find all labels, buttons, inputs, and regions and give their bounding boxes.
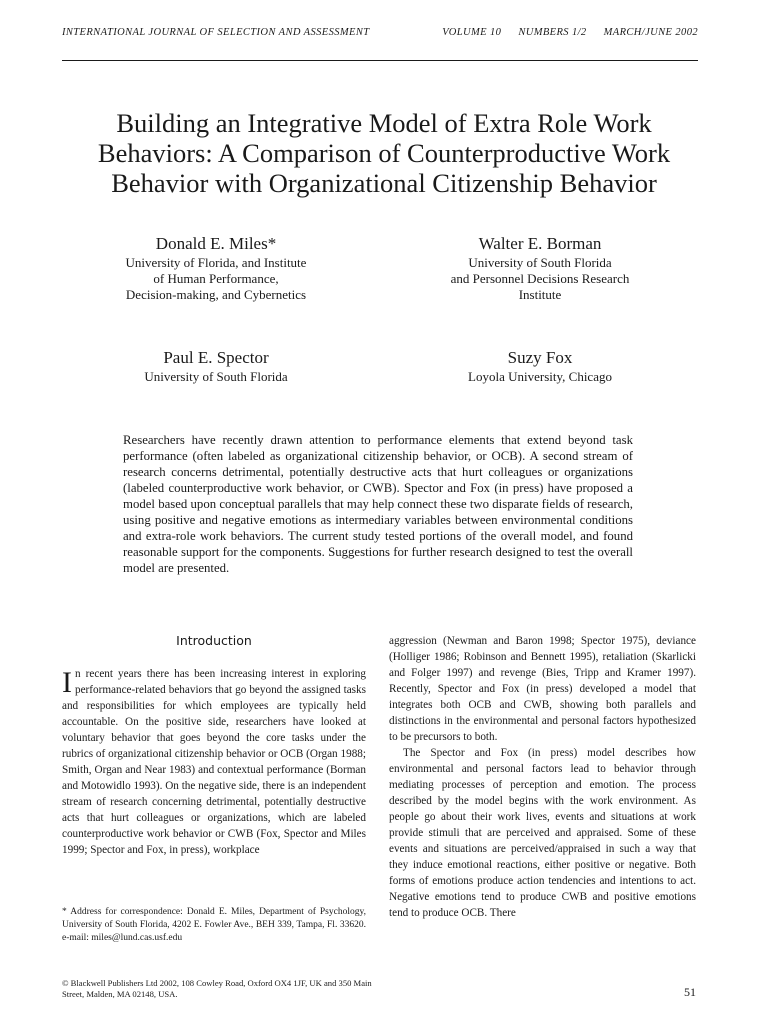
running-header bbox=[62, 27, 698, 38]
author-affiliation: University of South Florida bbox=[144, 369, 288, 384]
left-column bbox=[62, 633, 366, 858]
author-name: Walter E. Borman bbox=[478, 234, 602, 253]
author-affiliation: Institute bbox=[518, 287, 562, 302]
abstract: Researchers have recently drawn attention to performance elements that extend beyond task performance (often labeled as organizational citizenship behavior, or OCB). A second stream of research concerns detrimental, potentially destructive acts that hurt colleagues or organizations (labeled counterproductive work behavior, or CWB). Spector and Fox (in press) have proposed a model based upon conceptual parallels that may help connect these two disparate fields of research, using positive and negative emotions as intermediary variables between environmental conditions and extra-role work behaviors. The current study tested portions of the overall model, and found reasonable support for the components. Suggestions for further research designed to test the overall model are presented. bbox=[123, 433, 633, 575]
issue-info bbox=[428, 27, 698, 38]
author-block-fox bbox=[400, 347, 680, 385]
drop-cap: I bbox=[62, 666, 72, 699]
volume: VOLUME 10 bbox=[442, 27, 502, 38]
author-block-borman bbox=[400, 233, 680, 303]
issue-date: MARCH/JUNE 2002 bbox=[603, 27, 698, 38]
intro-paragraph-1 bbox=[62, 666, 366, 858]
page-number: 51 bbox=[684, 985, 696, 999]
correspondence-footnote: * Address for correspondence: Donald E. Miles, Department of Psychology, University of South Florida, 4202 E. Fowler Ave., BEH 339, Tampa, Fl. 33620. e-mail: miles@lund.cas.usf.edu bbox=[62, 907, 366, 943]
author-affiliation: University of South Florida bbox=[468, 255, 612, 270]
author-affiliation: of Human Performance, bbox=[153, 271, 279, 286]
author-name: Suzy Fox bbox=[507, 348, 573, 367]
journal-name: INTERNATIONAL JOURNAL OF SELECTION AND ASSESSMENT bbox=[62, 27, 370, 38]
intro-paragraph-2: The Spector and Fox (in press) model describes how environmental and personal factors lead to behavior through mediating processes of perception and emotion. The process described by the model begins with the work environment. As people go about their work lives, events and situations at work provide stimuli that are perceived and appraised. Some of these events and situations are perceived/appraised in such a way that they induce emotional reactions, either positive or negative. Both forms of emotions produce action tendencies and intentions to act. Negative emotions tend to produce CWB and positive emotions tend to produce OCB. There bbox=[389, 747, 696, 919]
copyright-notice: © Blackwell Publishers Ltd 2002, 108 Cowley Road, Oxford OX4 1JF, UK and 350 Main Street, Malden, MA 02148, USA. bbox=[62, 978, 372, 999]
numbers: NUMBERS 1/2 bbox=[518, 27, 587, 38]
article-title: Building an Integrative Model of Extra Role Work Behaviors: A Comparison of Counterproductive Work Behavior with Organizational Citizenship Behavior bbox=[97, 108, 671, 198]
author-affiliation: University of Florida, and Institute bbox=[125, 255, 307, 270]
author-block-spector bbox=[76, 347, 356, 385]
author-affiliation: Decision-making, and Cybernetics bbox=[125, 287, 307, 302]
author-affiliation: and Personnel Decisions Research bbox=[450, 271, 630, 286]
author-name: Paul E. Spector bbox=[163, 348, 269, 367]
author-name: Donald E. Miles* bbox=[155, 234, 277, 253]
author-affiliation: Loyola University, Chicago bbox=[468, 369, 612, 384]
section-heading-introduction: Introduction bbox=[176, 633, 252, 648]
intro-paragraph-1-continued: aggression (Newman and Baron 1998; Spector 1975), deviance (Holliger 1986; Robinson and Bennett 1995), retaliation (Skarlicki and Folger 1997) and revenge (Bies, Tripp and Kramer 1997). Recently, Spector and Fox (in press) developed a model that integrates both OCB and CWB, showing both parallels and distinctions in the environmental and personal factors hypothesized to be precursors to both. bbox=[389, 635, 696, 743]
header-rule bbox=[62, 60, 698, 61]
author-block-miles bbox=[76, 233, 356, 303]
right-column bbox=[389, 633, 696, 921]
intro-paragraph-1-text: n recent years there has been increasing interest in exploring performance-related behaviors that go beyond the assigned tasks and responsibilities for which employees are typically held accountable. On the positive side, researchers have looked at voluntary behavior that goes beyond the core tasks under the rubrics of organizational citizenship behavior or OCB (Organ 1988; Smith, Organ and Near 1983) and contextual performance (Borman and Motowidlo 1993). On the negative side, there is an independent stream of research concerning detrimental, potentially destructive acts that hurt colleagues or organizations, which are labeled counterproductive work behavior or CWB (Fox, Spector and Miles 1999; Spector and Fox, in press), workplace bbox=[62, 668, 366, 856]
